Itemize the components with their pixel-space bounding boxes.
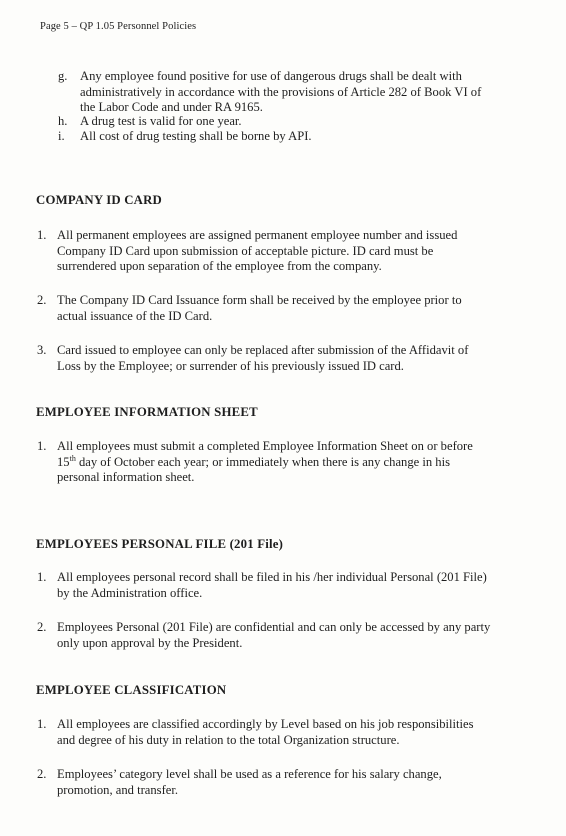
item-marker: 2.	[37, 293, 47, 307]
item-line: All cost of drug testing shall be borne by API.	[80, 129, 312, 143]
list-item-h	[58, 114, 535, 130]
item-line: by the Administration office.	[57, 585, 203, 600]
list-item-i	[58, 129, 535, 145]
item-line: Employees’ category level shall be used as a reference for his salary change,	[57, 767, 442, 781]
item-marker: 1.	[37, 228, 47, 242]
item-marker: 1.	[37, 570, 47, 584]
item-marker: 3.	[37, 343, 47, 357]
item-line: personal information sheet.	[57, 470, 195, 484]
section-title-company-id-card: COMPANY ID CARD	[36, 193, 162, 207]
item-line: the Labor Code and under RA 9165.	[80, 100, 263, 114]
item-line: actual issuance of the ID Card.	[57, 308, 213, 323]
item-line: 15th day of October each year; or immediately when there is any change in his	[57, 453, 451, 469]
item-marker: h.	[58, 114, 68, 128]
item-line: Card issued to employee can only be replaced after submission of the Affidavit of	[57, 343, 469, 357]
list-item	[37, 570, 530, 601]
item-marker: 2.	[37, 620, 47, 634]
list-item	[37, 228, 530, 275]
item-line: All permanent employees are assigned permanent employee number and issued	[57, 228, 458, 242]
item-line: All employees are classified accordingly by Level based on his job responsibilities	[57, 717, 474, 731]
item-marker: g.	[58, 69, 68, 83]
section-title-employees-personal-file: EMPLOYEES PERSONAL FILE (201 File)	[36, 537, 284, 551]
list-item	[37, 717, 530, 748]
item-line: All employees must submit a completed Employee Information Sheet on or before	[57, 439, 473, 453]
list-item	[37, 293, 530, 324]
item-line: Company ID Card upon submission of acceptable picture. ID card must be	[57, 243, 434, 258]
item-line: Employees Personal (201 File) are confidential and can only be accessed by any party	[57, 620, 491, 634]
list-item	[37, 343, 530, 374]
item-line: surrendered upon separation of the employee from the company.	[57, 259, 382, 273]
item-line: Any employee found positive for use of dangerous drugs shall be dealt with	[80, 69, 462, 83]
item-marker: i.	[58, 129, 65, 143]
item-marker: 2.	[37, 767, 47, 781]
item-marker: 1.	[37, 717, 47, 731]
list-item	[37, 767, 530, 798]
section-title-employee-classification: EMPLOYEE CLASSIFICATION	[36, 683, 227, 697]
list-item	[37, 620, 530, 651]
page-header: Page 5 – QP 1.05 Personnel Policies	[40, 21, 197, 32]
item-line: Loss by the Employee; or surrender of his previously issued ID card.	[57, 358, 404, 373]
section-title-employee-information-sheet: EMPLOYEE INFORMATION SHEET	[36, 405, 258, 419]
item-line: promotion, and transfer.	[57, 782, 179, 797]
item-line: administratively in accordance with the provisions of Article 282 of Book VI of	[80, 84, 482, 99]
item-line: The Company ID Card Issuance form shall be received by the employee prior to	[57, 293, 462, 307]
item-line: and degree of his duty in relation to the total Organization structure.	[57, 732, 400, 747]
item-line: A drug test is valid for one year.	[80, 114, 242, 128]
list-item-g	[58, 69, 535, 116]
item-line: All employees personal record shall be filed in his /her individual Personal (201 File)	[57, 570, 487, 584]
item-line: only upon approval by the President.	[57, 635, 243, 650]
item-marker: 1.	[37, 439, 47, 453]
list-item	[37, 439, 530, 486]
